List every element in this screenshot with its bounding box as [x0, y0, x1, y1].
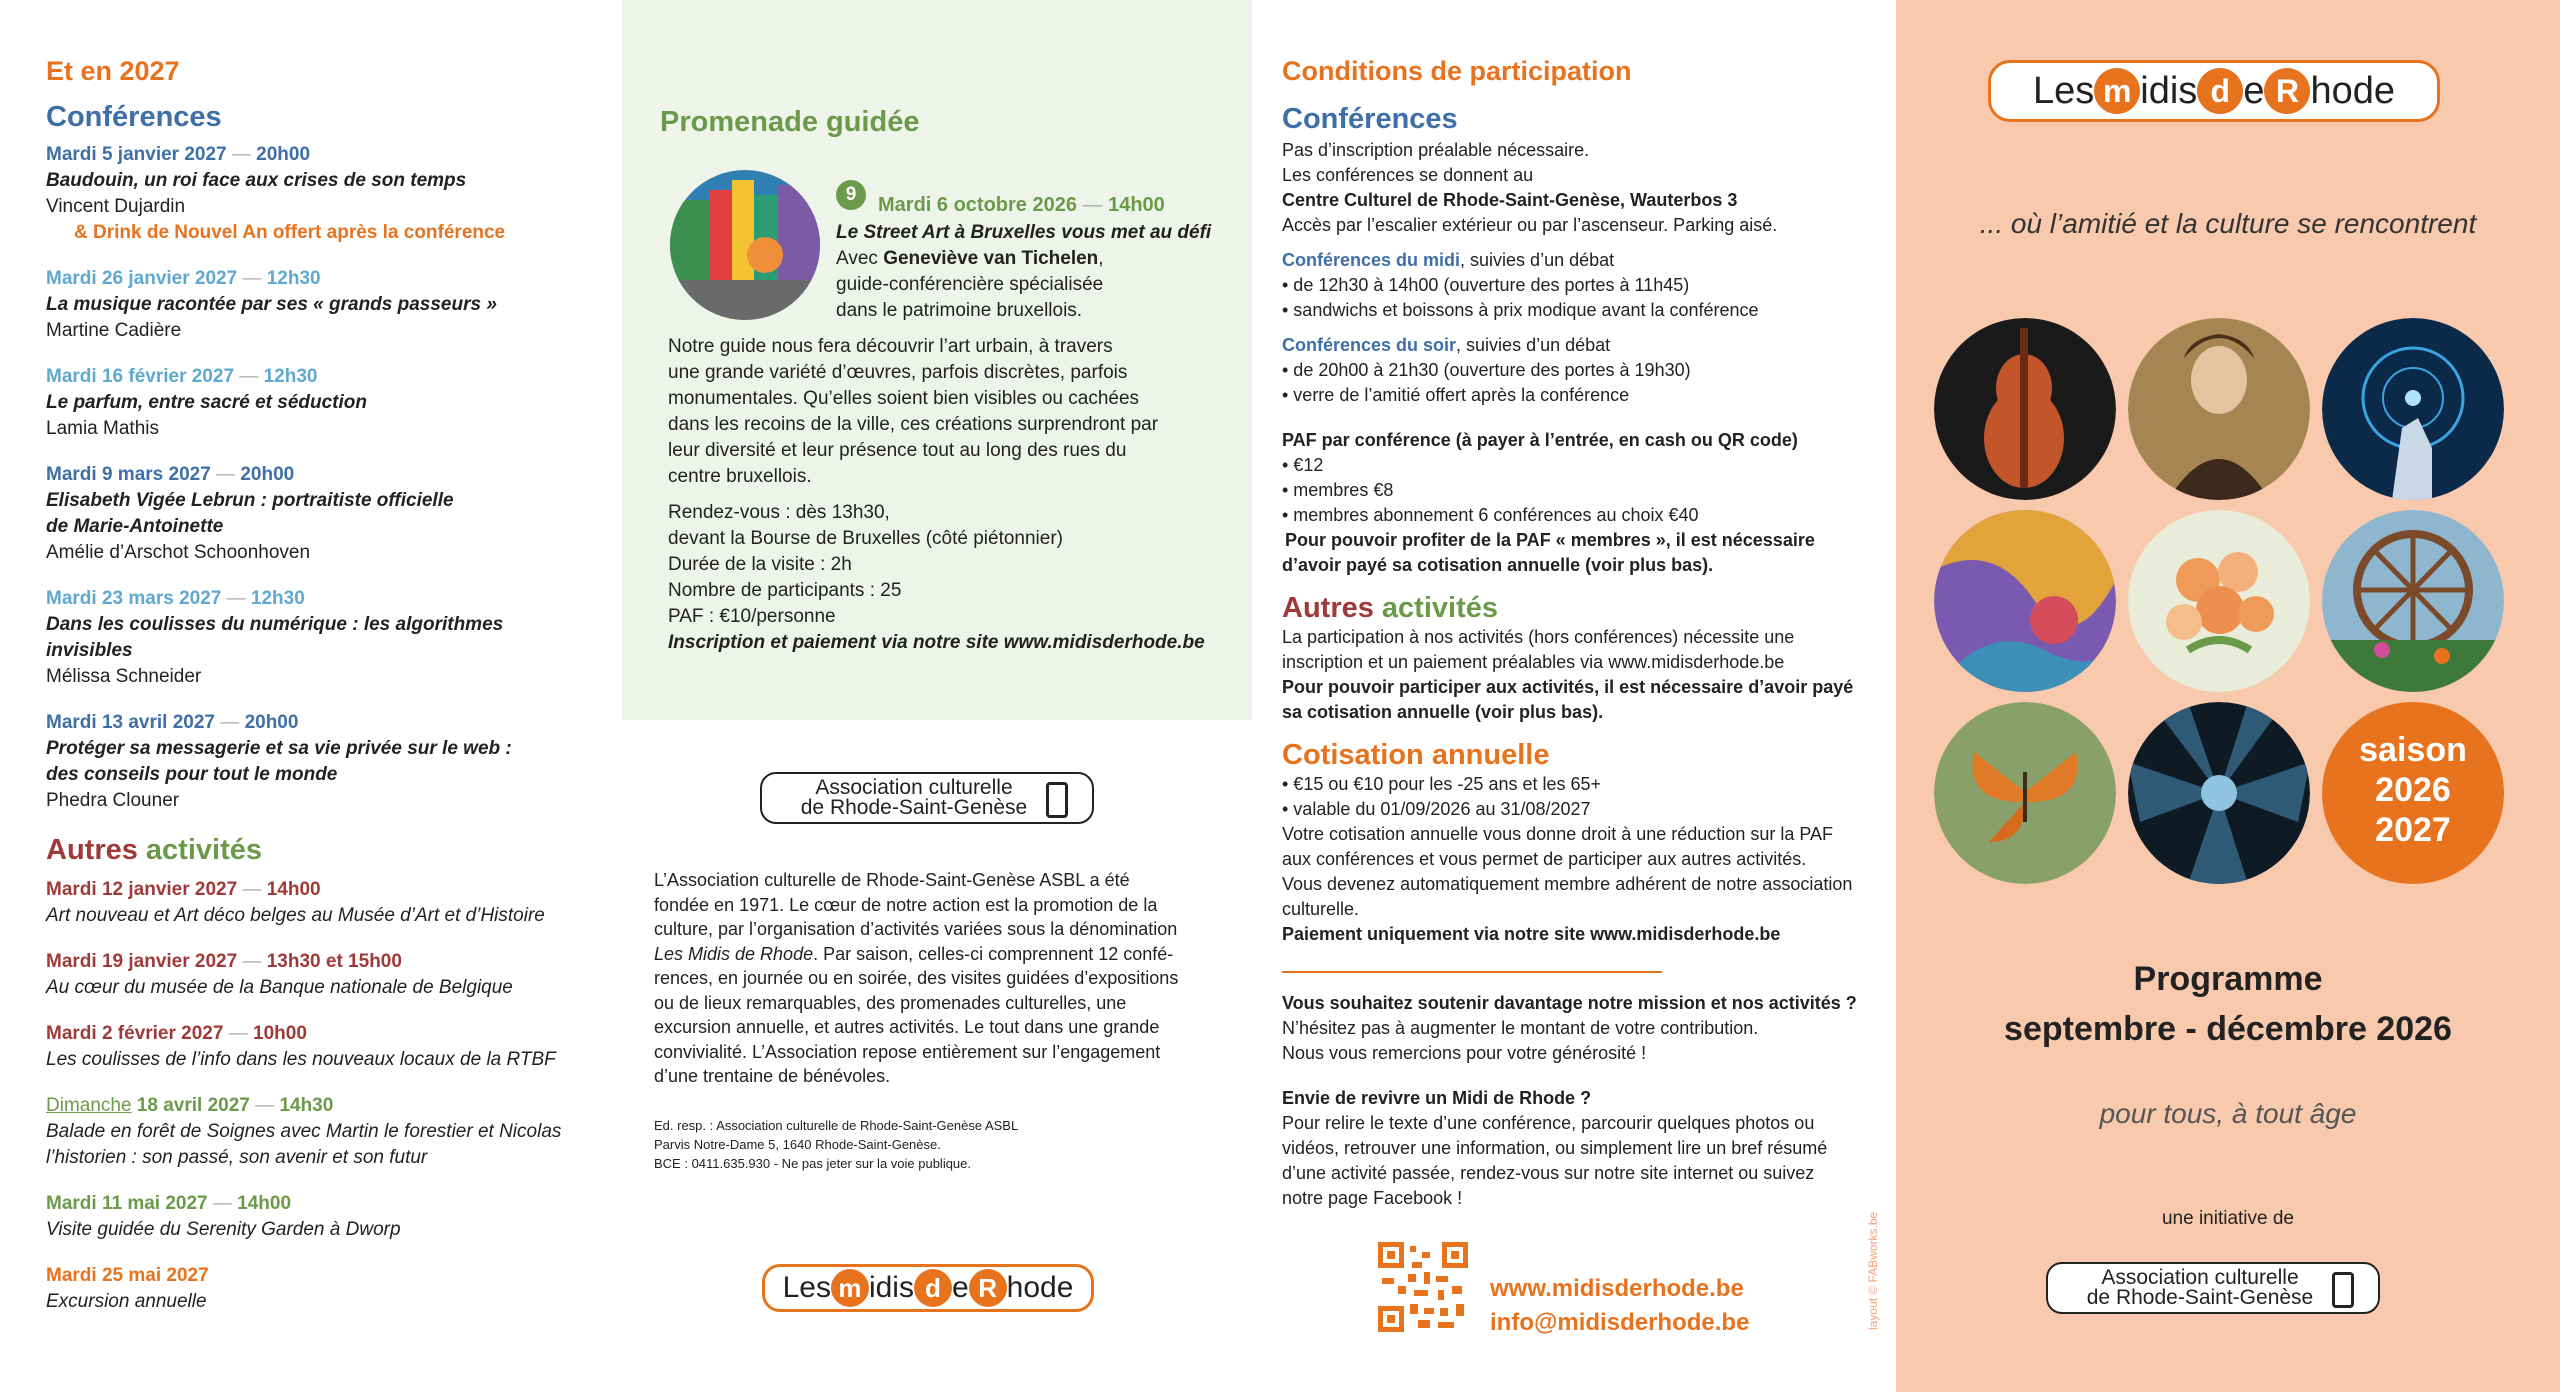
conference-date: Mardi 16 février 2027 — 12h30: [46, 366, 318, 387]
website-link[interactable]: www.midisderhode.be: [1490, 1275, 1744, 1302]
conference-date: Mardi 9 mars 2027 — 20h00: [46, 464, 295, 485]
activity-item: [46, 1093, 592, 1171]
midi-conditions: Conférences du midi, suivies d’un débat • de 12h30 à 14h00 (ouverture des portes à 11h45) • sandwichs et boissons à prix modique avant la conférence: [1282, 250, 1759, 320]
editeur-responsable: Ed. resp. : Association culturelle de Rhode-Saint-Genèse ASBL Parvis Notre-Dame 5, 1640 Rhode-Saint-Genèse. BCE : 0411.635.930 - Ne pas jeter sur la voie publique.: [654, 1118, 1019, 1171]
association-about: L’Association culturelle de Rhode-Saint-Genèse ASBL a été fondée en 1971. Le cœur de notre action est la promotion de la culture, par l’organisation d’activités variées sous la dénomination Les Midis de Rhode. Par saison, celles-ci comprennent 12 confé- rences, en journée ou en soirée, des visites guidées d’expositions ou de lieux remarquables, des promenades culturelles, une excursion annuelle, et autres activités. Le tout dans une grande convivialité. L’Association repose entièrement sur l’engagement d’une trentaine de bénévoles.: [654, 870, 1179, 1086]
activity-date: Dimanche 18 avril 2027 — 14h30: [46, 1095, 334, 1116]
inscription-note: Inscription et paiement via notre site www.midisderhode.be: [668, 632, 1205, 653]
conference-speaker: Phedra Clouner: [46, 790, 180, 811]
column-cover: [1896, 0, 2560, 1392]
association-logo-cover: Association culturelle de Rhode-Saint-Genèse: [2046, 1262, 2380, 1314]
soir-conditions: Conférences du soir, suivies d’un débat • de 20h00 à 21h30 (ouverture des portes à 19h30) • verre de l’amitié offert après la conférence: [1282, 335, 1691, 405]
paf-conditions: PAF par conférence (à payer à l’entrée, en cash ou QR code) • €12 • membres €8 • membres abonnement 6 conférences au choix €40 Pour pouvoir profiter de la PAF « membres », il est nécessaire d’avoir payé sa cotisation annuelle (voir plus bas).: [1282, 430, 1815, 575]
promenade-number-badge: 9: [836, 180, 866, 210]
programme-title: Programme septembre - décembre 2026: [2004, 960, 2452, 1048]
tagline: ... où l’amitié et la culture se rencontrent: [1979, 208, 2477, 239]
heading-conditions: Conditions de participation: [1282, 56, 1632, 86]
column-association: [622, 720, 1252, 1392]
conference-title: Le parfum, entre sacré et séduction: [46, 392, 367, 413]
centre-address: Centre Culturel de Rhode-Saint-Genèse, Wauterbos 3: [1282, 190, 1738, 210]
conference-item: [46, 710, 592, 814]
activity-date: Mardi 11 mai 2027 — 14h00: [46, 1193, 292, 1214]
heading-conditions-conferences: Conférences: [1282, 103, 1458, 135]
conference-title: de Marie-Antoinette: [46, 516, 224, 537]
conference-speaker: Vincent Dujardin: [46, 196, 186, 217]
conference-item: [46, 462, 592, 566]
heading-promenade: Promenade guidée: [660, 106, 920, 138]
activity-title: Au cœur du musée de la Banque nationale de Belgique: [46, 977, 513, 998]
association-mark-icon: [2332, 1272, 2354, 1308]
garden-wheel-photo: [2322, 510, 2504, 692]
revivre-block: Envie de revivre un Midi de Rhode ? Pour relire le texte d’une conférence, parcourir quelques photos ou vidéos, retrouver une information, ou simplement lire un bref résumé d’une activité passée, rendez-vous sur notre site internet ou suivez notre page Facebook !: [1282, 1088, 1828, 1208]
conference-item: [46, 586, 592, 690]
abstract-painting: [1934, 510, 2116, 692]
conf-conditions: Pas d’inscription préalable nécessaire. Les conférences se donnent au Centre Culturel de Rhode-Saint-Genèse, Wauterbos 3 Accès par l’escalier extérieur ou par l’ascenseur. Parking aisé.: [1282, 138, 1866, 238]
promenade-description: Notre guide nous fera découvrir l’art urbain, à travers une grande variété d’œuvres, parfois discrètes, parfois monumentales. Qu’elles soient bien visibles ou cachées dans les recoins de la ville, ces créations surprendront par leur diversité et leur présence tout au long des rues du centre bruxellois.: [668, 336, 1159, 487]
conference-item: [46, 266, 592, 344]
promenade-title: Le Street Art à Bruxelles vous met au défi: [836, 222, 1212, 243]
qr-code-icon: [1378, 1242, 1468, 1332]
heading-conditions-autres: Autres activités: [1282, 592, 1498, 624]
conference-item: [46, 364, 592, 442]
association-mark-icon: [1046, 782, 1068, 818]
activity-list: [46, 877, 592, 1315]
email-link[interactable]: info@midisderhode.be: [1490, 1309, 1750, 1336]
promenade-info: Rendez-vous : dès 13h30, devant la Bourse de Bruxelles (côté piétonnier) Durée de la visite : 2h Nombre de participants : 25 PAF : €10/personne Inscription et paiement via notre site www.midisderhode.be: [668, 500, 1205, 656]
street-art-photo: [670, 170, 820, 320]
activity-date: Mardi 19 janvier 2027 — 13h30 et 15h00: [46, 951, 402, 972]
conference-speaker: Amélie d’Arschot Schoonhoven: [46, 542, 311, 563]
activity-date: Mardi 2 février 2027 — 10h00: [46, 1023, 307, 1044]
activity-title: Art nouveau et Art déco belges au Musée d’Art et d’Histoire: [46, 905, 545, 926]
initiative-label: une initiative de: [2161, 1208, 2295, 1229]
activites-word: activités: [145, 834, 262, 866]
cotisation-info: • €15 ou €10 pour les -25 ans et les 65+ • valable du 01/09/2026 au 31/08/2027 Votre cotisation annuelle vous donne droit à une réduction sur la PAF aux conférences et vous permet de participer aux autres activités. Vous devenez automatiquement membre adhérent de notre association culturelle.: [1282, 774, 1853, 919]
contact-links: [1490, 1272, 1749, 1340]
guide-name: Geneviève van Tichelen: [883, 248, 1099, 269]
pour-tous: pour tous, à tout âge: [2099, 1098, 2357, 1129]
conference-speaker: Martine Cadière: [46, 320, 182, 341]
midis-de-rhode-logo-bottom: Les m idis d e R hode: [762, 1264, 1094, 1312]
promenade-date: Mardi 6 octobre 2026 — 14h00: [878, 194, 1165, 216]
conference-title: Dans les coulisses du numérique : les algorithmes invisibles: [46, 614, 504, 661]
heading-autres-activites: [46, 834, 592, 867]
activity-title: Excursion annuelle: [46, 1291, 207, 1312]
activity-title: l’historien : son passé, son avenir et son futur: [46, 1147, 428, 1168]
conference-title: des conseils pour tout le monde: [46, 764, 338, 785]
conference-extra: & Drink de Nouvel An offert après la conférence: [74, 222, 506, 243]
column-conditions: [1252, 0, 1896, 1392]
saison-badge: saison 2026 2027: [2322, 702, 2504, 884]
column-promenade: [622, 0, 1252, 720]
conference-title: Elisabeth Vigée Lebrun : portraitiste officielle: [46, 490, 454, 511]
conference-item: [46, 142, 592, 246]
skyscrapers-photo: [2128, 702, 2310, 884]
autres-conditions: La participation à nos activités (hors conférences) nécessite une inscription et un paiement préalables via www.midisderhode.be Pour pouvoir participer aux activités, il est nécessaire d’avoir payé sa cotisation annuelle (voir plus bas).: [1282, 627, 1854, 722]
layout-credit: layout © FABworks.be: [1866, 1211, 1880, 1330]
conference-date: Mardi 26 janvier 2027 — 12h30: [46, 268, 321, 289]
conference-title: Baudouin, un roi face aux crises de son temps: [46, 170, 467, 191]
digital-hand-photo: [2322, 318, 2504, 500]
divider: [1282, 971, 1662, 973]
conference-date: Mardi 5 janvier 2027 — 20h00: [46, 144, 311, 165]
violin-photo: [1934, 318, 2116, 500]
activity-item: [46, 1021, 592, 1073]
promenade-details: Le Street Art à Bruxelles vous met au défi Avec Geneviève van Tichelen, guide-conférencière spécialisée dans le patrimoine bruxellois.: [836, 222, 1212, 321]
heading-cotisation: Cotisation annuelle: [1282, 739, 1550, 771]
conference-speaker: Mélissa Schneider: [46, 666, 202, 687]
flowers-painting: [2128, 510, 2310, 692]
conference-list: [46, 142, 592, 814]
portrait-painting: [2128, 318, 2310, 500]
soutenir-block: Vous souhaitez soutenir davantage notre mission et nos activités ? N’hésitez pas à augmenter le montant de votre contribution. Nous vous remercions pour votre générosité !: [1282, 993, 1857, 1063]
conference-date: Mardi 13 avril 2027 — 20h00: [46, 712, 299, 733]
activity-title: Balade en forêt de Soignes avec Martin le forestier et Nicolas: [46, 1121, 562, 1142]
conference-date: Mardi 23 mars 2027 — 12h30: [46, 588, 305, 609]
activity-title: Visite guidée du Serenity Garden à Dworp: [46, 1219, 401, 1240]
activity-item: [46, 949, 592, 1001]
activity-item: [46, 877, 592, 929]
paiement-note: Paiement uniquement via notre site www.midisderhode.be: [1282, 924, 1781, 944]
autres-word: Autres: [46, 834, 138, 866]
conference-speaker: Lamia Mathis: [46, 418, 159, 439]
activity-item: [46, 1263, 592, 1315]
heading-conferences: Conférences: [46, 101, 222, 133]
conference-title: La musique racontée par ses « grands passeurs »: [46, 294, 497, 315]
activity-date: Mardi 25 mai 2027: [46, 1265, 209, 1286]
butterfly-photo: [1934, 702, 2116, 884]
activity-item: [46, 1191, 592, 1243]
conference-title: Protéger sa messagerie et sa vie privée sur le web :: [46, 738, 512, 759]
activity-date: Mardi 12 janvier 2027 — 14h00: [46, 879, 321, 900]
heading-et-en-2027: Et en 2027: [46, 56, 180, 86]
midis-de-rhode-logo: Les m idis d e R hode: [1988, 60, 2440, 122]
column-et-en-2027: [0, 0, 622, 1392]
activity-title: Les coulisses de l’info dans les nouveaux locaux de la RTBF: [46, 1049, 556, 1070]
association-logo: Association culturelle de Rhode-Saint-Genèse: [760, 772, 1094, 824]
